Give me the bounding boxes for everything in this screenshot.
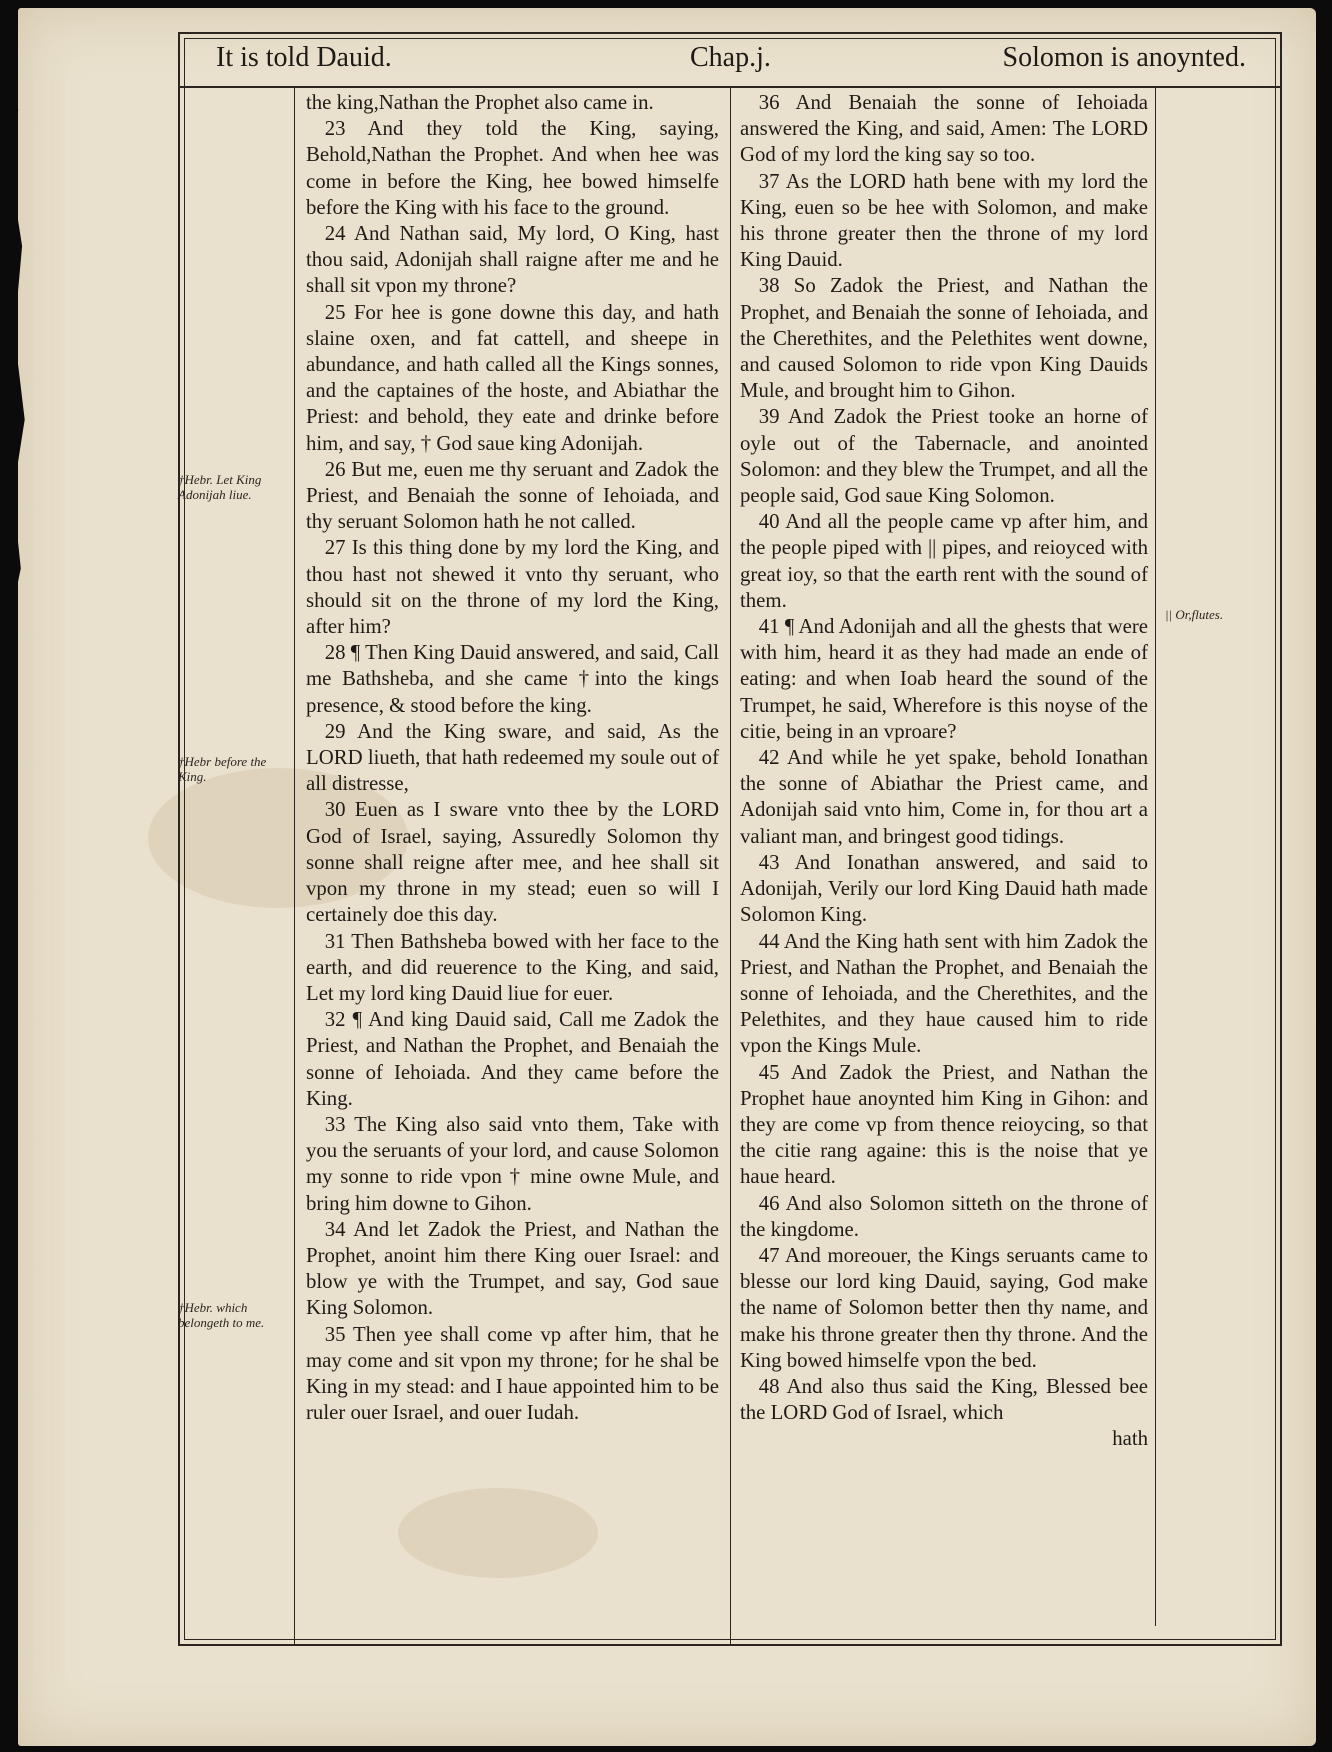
- verse: the king,Nathan the Prophet also came in.: [306, 91, 654, 114]
- verse: 30 Euen as I sware vnto thee by the LORD God of Israel, saying, Assuredly Solomon thy sonne shall reigne after mee, and hee shall sit vpon my throne in my stead; euen so will I certainely doe this day.: [306, 798, 719, 927]
- margin-note: †Hebr. which belongeth to me.: [178, 1300, 265, 1330]
- catchword: hath: [1112, 1427, 1148, 1451]
- verse: 35 Then yee shall come vp after him, that he may come and sit vpon my throne; for he shal be King in my stead: and I haue appointed him to be ruler ouer Israel, and ouer Iudah.: [306, 1322, 719, 1425]
- verse: 39 And Zadok the Priest tooke an horne of oyle out of the Tabernacle, and anointed Solomon: and they blew the Trumpet, and all the people said, God saue King Solomon.: [740, 405, 1148, 508]
- verse: 36 And Benaiah the sonne of Iehoiada answered the King, and said, Amen: The LORD God of my lord the king say so too.: [740, 91, 1148, 167]
- verse: 37 As the LORD hath bene with my lord the King, euen so be hee with Solomon, and make his throne greater then the throne of my lord King Dauid.: [740, 169, 1148, 272]
- verse: 47 And moreouer, the Kings seruants came to blesse our lord king Dauid, saying, God make the name of Solomon better then thy name, and make his throne greater then thy throne. And the King bowed himselfe vpon the bed.: [740, 1243, 1148, 1372]
- verse: 42 And while he yet spake, behold Ionathan the sonne of Abiathar the Priest came, and Adonijah said vnto him, Come in, for thou art a valiant man, and bringest good tidings.: [740, 746, 1148, 848]
- margin-note: || Or,flutes.: [1165, 607, 1224, 622]
- left-text-column: [306, 90, 719, 1426]
- chapter-heading: Chap.j.: [690, 42, 771, 73]
- margin-rule: [294, 86, 295, 1644]
- verse: 23 And they told the King, saying, Behold,Nathan the Prophet. And when hee was come in before the King, hee bowed himselfe before the King with his face to the ground.: [306, 117, 719, 219]
- verse: 29 And the King sware, and said, As the LORD liueth, that hath redeemed my soule out of all distresse,: [306, 719, 719, 796]
- verse: 24 And Nathan said, My lord, O King, hast thou said, Adonijah shall raigne after me and he shall sit vpon my throne?: [306, 222, 719, 298]
- verse: 27 Is this thing done by my lord the King, and thou hast not shewed it vnto thy seruant, who should sit on the throne of my lord the King, after him?: [306, 536, 719, 639]
- margin-note: †Hebr. Let King Adonijah liue.: [178, 472, 262, 502]
- right-text-column: [740, 90, 1148, 1453]
- verse: 32 ¶ And king Dauid said, Call me Zadok the Priest, and Nathan the Prophet, and Benaiah the sonne of Iehoiada. And they came before the King.: [306, 1008, 719, 1110]
- verse: 46 And also Solomon sitteth on the throne of the kingdome.: [740, 1191, 1148, 1241]
- verse: 44 And the King hath sent with him Zadok the Priest, and Nathan the Prophet, and Benaiah the sonne of Iehoiada, and the Cherethites, and the Pelethites, and they haue caused him to ride vpon the Kings Mule.: [740, 929, 1148, 1058]
- verse: 48 And also thus said the King, Blessed bee the LORD God of Israel, which: [740, 1374, 1148, 1425]
- verse: 28 ¶ Then King Dauid answered, and said, Call me Bathsheba, and she came †into the kings presence, & stood before the king.: [306, 641, 719, 717]
- verse: 40 And all the people came vp after him, and the people piped with || pipes, and reioyced with great ioy, so that the earth rent with the sound of them.: [740, 510, 1148, 612]
- running-head-right: Solomon is anoynted.: [1002, 42, 1246, 73]
- verse: 43 And Ionathan answered, and said to Adonijah, Verily our lord King Dauid hath made Solomon King.: [740, 850, 1148, 927]
- verse: 25 For hee is gone downe this day, and hath slaine oxen, and fat cattell, and sheepe in abundance, and hath called all the Kings sonnes, and the captaines of the hoste, and Abiathar the Priest: and behold, they eate and drinke before him, and say, † God saue king Adonijah.: [306, 300, 719, 455]
- text-frame: [178, 32, 1282, 1646]
- running-head-left: It is told Dauid.: [216, 42, 392, 73]
- verse: 41 ¶ And Adonijah and all the ghests that were with him, heard it as they had made an ende of eating: and when Ioab heard the sound of the Trumpet, he said, Wherefore is this noyse of the citie, being in an vproare?: [740, 615, 1148, 743]
- verse: 31 Then Bathsheba bowed with her face to the earth, and did reuerence to the King, and said, Let my lord king Dauid liue for euer.: [306, 929, 719, 1005]
- column-rule: [730, 86, 731, 1644]
- book-page: [18, 8, 1316, 1746]
- margin-note: †Hebr before the King.: [178, 754, 267, 784]
- verse: 34 And let Zadok the Priest, and Nathan the Prophet, anoint him there King ouer Israel: and blow ye with the Trumpet, and say, God saue King Solomon.: [306, 1217, 719, 1320]
- right-margin-rule: [1155, 86, 1156, 1626]
- verse: 38 So Zadok the Priest, and Nathan the Prophet, and Benaiah the sonne of Iehoiada, and the Cherethites, and the Pelethites went downe, and caused Solomon to ride vpon King Dauids Mule, and brought him to Gihon.: [740, 274, 1148, 403]
- verse: 26 But me, euen me thy seruant and Zadok the Priest, and Benaiah the sonne of Iehoiada, and thy seruant Solomon hath he not called.: [306, 457, 719, 534]
- verse: 45 And Zadok the Priest, and Nathan the Prophet haue anoynted him King in Gihon: and they are come vp from thence reioycing, so that the citie rang againe: this is the noise that ye haue heard.: [740, 1060, 1148, 1189]
- verse: 33 The King also said vnto them, Take with you the seruants of your lord, and cause Solomon my sonne to ride vpon † mine owne Mule, and bring him downe to Gihon.: [306, 1112, 719, 1215]
